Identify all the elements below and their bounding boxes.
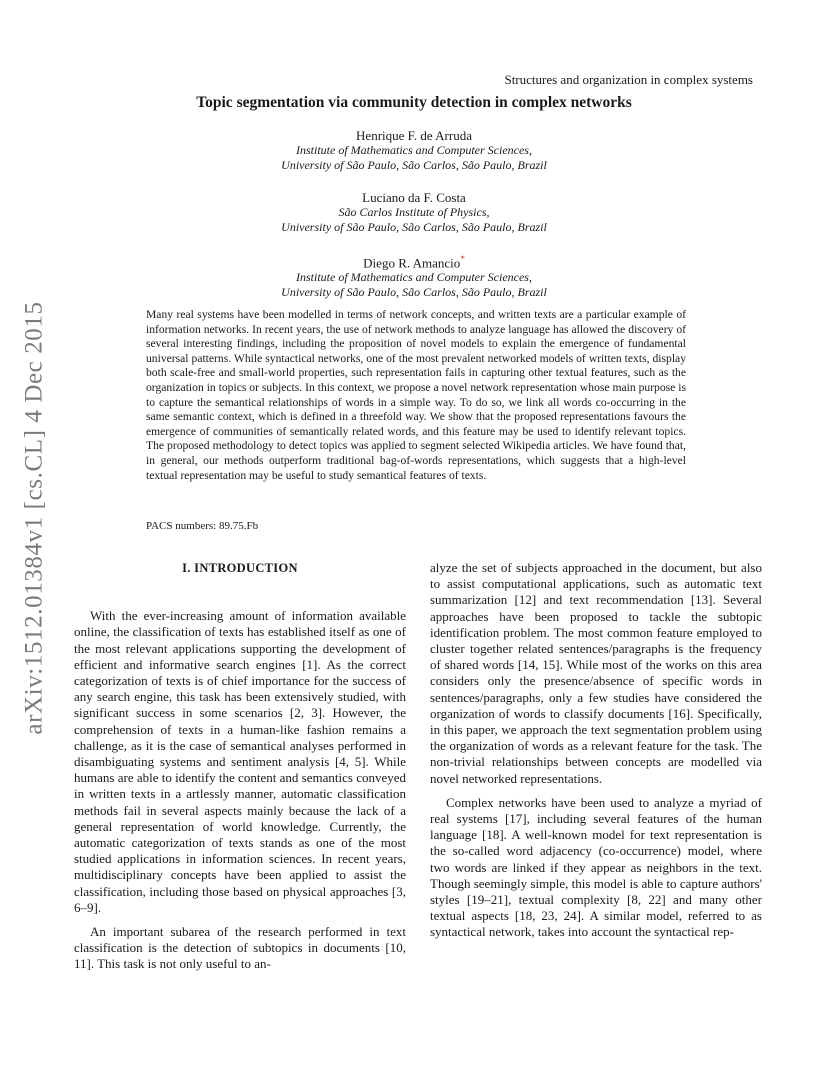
running-header: Structures and organization in complex systems [504,72,753,87]
author-name: Henrique F. de Arruda [356,128,472,143]
author-affiliation: University of São Paulo, São Carlos, São Paulo, Brazil [281,158,547,172]
section-heading: I. INTRODUCTION [182,561,298,575]
author-affiliation: University of São Paulo, São Carlos, São Paulo, Brazil [281,285,547,300]
author-name: Diego R. Amancio [363,255,461,271]
author-block-2 [0,190,828,235]
author-name-line [0,252,828,270]
footnote-link[interactable]: * [460,254,465,264]
paragraph: Complex networks have been used to analyze a myriad of real systems [17], including several features of the human language [18]. A well-known model for text representation is the so-called word adjacency (co-occurrence) model, where two words are linked if they appear as neighbors in the text. Though seemingly simple, this model is able to capture authors' styles [19–21], textual complexity [8, 22] and many other textual aspects [18, 23, 24]. A similar model, referred to as syntactical network, takes into account the syntactical rep- [430,794,762,940]
author-affiliation: University of São Paulo, São Carlos, São Paulo, Brazil [281,220,547,234]
author-block-1 [0,128,828,173]
author-block-3 [0,252,828,300]
left-column [74,560,406,981]
author-affiliation: Institute of Mathematics and Computer Sciences, [296,143,532,157]
pacs-numbers: PACS numbers: 89.75.Fb [146,520,259,532]
paragraph: alyze the set of subjects approached in the document, but also to assist computational applications, such as automatic text summarization [12] and text recommendation [13]. Several approaches have been proposed to tackle the subtopic identification problem. The most common feature employed to cluster together related sentences/paragraphs is the frequency of shared words [14, 15]. While most of the works on this area considers only the presence/absence of specific words in sentences/paragraphs, only a few studies have considered the organization of words to classify documents [16]. Specifically, in this paper, we approach the text segmentation problem using the organization of words as a relevant feature for the task. The non-trivial relationships between concepts are modelled via novel networked representations. [430,560,762,786]
author-name: Luciano da F. Costa [362,190,466,205]
paragraph: With the ever-increasing amount of information available online, the classification of texts has established itself as one of the most relevant applications supporting the development of efficient and informative search engines [1]. As the correct categorization of texts is of chief importance for the success of any search engine, this task has been extensively studied, with significant success in some scenarios [2, 3]. However, the comprehension of texts in a human-like fashion remains a challenge, as it is the case of semantical analyses performed in disambiguating systems and sentiment analysis [4, 5]. While humans are able to identify the content and semantics conveyed in written texts in a artlessly manner, automatic classification methods fail in several aspects mainly because the lack of a general representation of world knowledge. Currently, the automatic categorization of texts stands as one of the most studied applications in information sciences. In recent years, multidisciplinary concepts have been applied to assist the classification, including those based on physical approaches [3, 6–9]. [74,608,406,915]
paragraph: An important subarea of the research performed in text classification is the detection of subtopics in documents [10, 11]. This task is not only useful to an- [74,924,406,972]
author-affiliation: Institute of Mathematics and Computer Sciences, [296,270,532,285]
author-affiliation: São Carlos Institute of Physics, [338,205,490,219]
paper-title: Topic segmentation via community detection in complex networks [196,94,632,111]
arxiv-id-text: arXiv:1512.01384v1 [cs.CL] 4 Dec 2015 [21,300,48,735]
abstract: Many real systems have been modelled in terms of network concepts, and written texts are a particular example of information networks. In recent years, the use of network methods to analyze language has allowed the discovery of several interesting findings, including the proposition of novel models to explain the emergence of fundamental universal patterns. While syntactical networks, one of the most prevalent networked models of written texts, display both scale-free and small-world properties, such representation fails in capturing other textual features, such as the organization in topics or subjects. In this context, we propose a novel network representation whose main purpose is to capture the semantical relationships of words in a simple way. To do so, we link all words co-occurring in the same semantic context, which is defined in a threefold way. We show that the proposed representations favours the emergence of communities of semantically related words, and this feature may be used to identify relevant topics. The proposed methodology to detect topics was applied to segment selected Wikipedia articles. We have found that, in general, our methods outperform traditional bag-of-words representations, which suggests that a high-level textual representation may be useful to study semantical features of texts. [146,308,686,482]
arxiv-identifier [18,290,52,745]
right-column [430,560,762,949]
